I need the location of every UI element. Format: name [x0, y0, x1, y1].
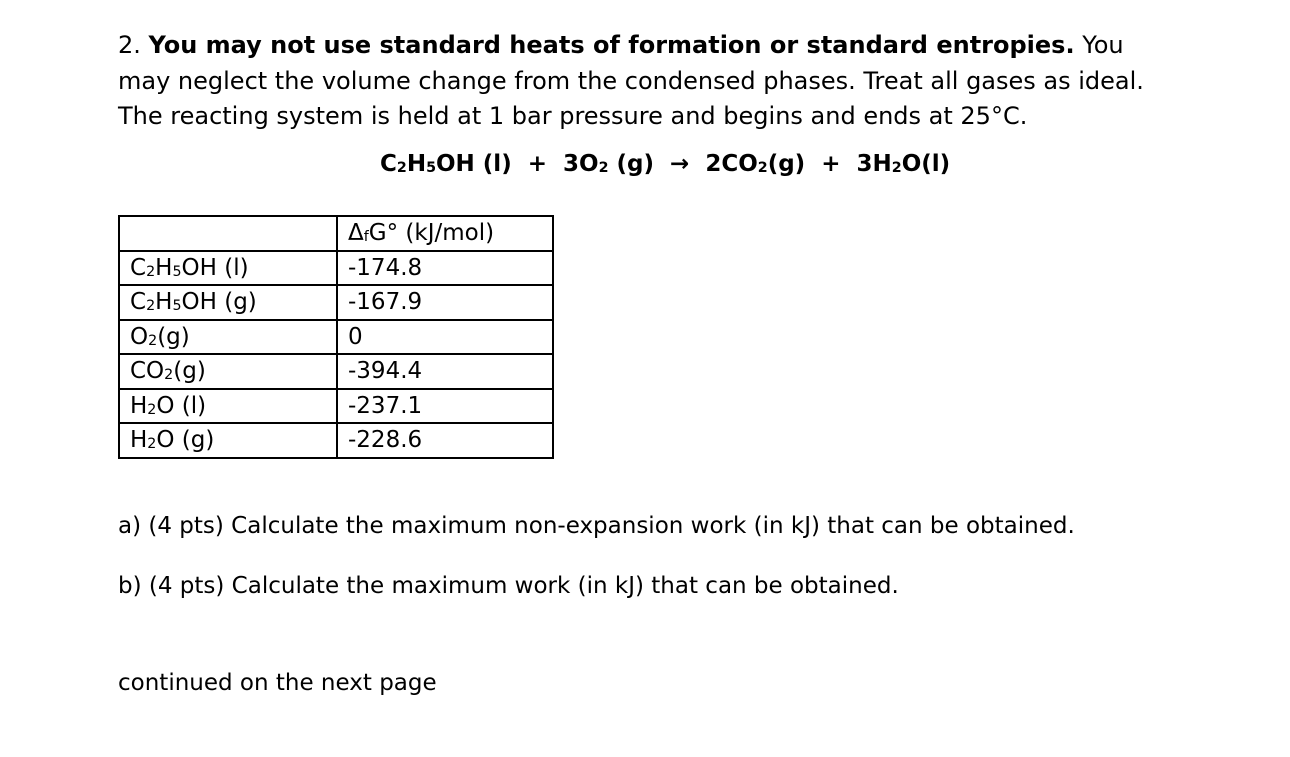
eq-co2-end: (g)	[767, 151, 806, 177]
table-header-row	[119, 216, 553, 251]
header-gibbs-cell	[337, 216, 553, 251]
question-a: a) (4 pts) Calculate the maximum non-expansion work (in kJ) that can be obtained.	[118, 513, 1075, 539]
eq-oxygen: 3O	[563, 151, 599, 177]
table-row	[119, 354, 553, 389]
eq-water-end: O(l)	[901, 151, 951, 177]
eq-oxygen-sub: 2	[598, 160, 609, 177]
problem-number: 2.	[118, 31, 141, 59]
eq-plus: +	[821, 151, 841, 177]
table-row	[119, 251, 553, 286]
value-cell: -174.8	[337, 251, 553, 286]
eq-water-sub: 2	[891, 160, 902, 177]
species-cell: C2H5OH (l)	[119, 251, 337, 286]
eq-ethanol-sub2: 5	[426, 160, 436, 177]
value-cell: -167.9	[337, 285, 553, 320]
header-blank-cell	[119, 216, 337, 251]
species-cell: H2O (l)	[119, 389, 337, 424]
question-b: b) (4 pts) Calculate the maximum work (in kJ) that can be obtained.	[118, 573, 899, 599]
problem-statement	[118, 28, 1178, 135]
value-cell: -237.1	[337, 389, 553, 424]
table-row	[119, 285, 553, 320]
table-row	[119, 320, 553, 355]
reaction-arrow-icon: →	[670, 151, 690, 177]
eq-co2-sub: 2	[757, 160, 768, 177]
continued-note: continued on the next page	[118, 670, 437, 696]
gibbs-energy-table	[118, 215, 554, 459]
table-row	[119, 423, 553, 458]
value-cell: -228.6	[337, 423, 553, 458]
species-cell: C2H5OH (g)	[119, 285, 337, 320]
eq-ethanol-c: C	[380, 151, 397, 177]
species-cell: H2O (g)	[119, 423, 337, 458]
eq-plus: +	[527, 151, 547, 177]
reaction-equation	[380, 146, 950, 186]
problem-bold-instruction: You may not use standard heats of formation or standard entropies.	[148, 31, 1075, 59]
eq-ethanol-end: OH (l)	[435, 151, 512, 177]
formation-subscript: f	[363, 229, 369, 246]
header-units: G° (kJ/mol)	[368, 220, 495, 247]
value-cell: -394.4	[337, 354, 553, 389]
eq-ethanol-sub1: 2	[396, 160, 407, 177]
eq-co2: 2CO	[705, 151, 758, 177]
species-cell: O2(g)	[119, 320, 337, 355]
species-cell: CO2(g)	[119, 354, 337, 389]
table-row	[119, 389, 553, 424]
problem-text: You may neglect the volume change from the condensed phases. Treat all gases as ideal. The reacting system is held at 1 bar pressure and begins and ends at 25°C.	[118, 31, 1144, 130]
eq-oxygen-end: (g)	[616, 151, 655, 177]
delta-symbol: Δ	[348, 220, 364, 247]
value-cell: 0	[337, 320, 553, 355]
eq-water: 3H	[856, 151, 892, 177]
eq-ethanol-h: H	[406, 151, 427, 177]
